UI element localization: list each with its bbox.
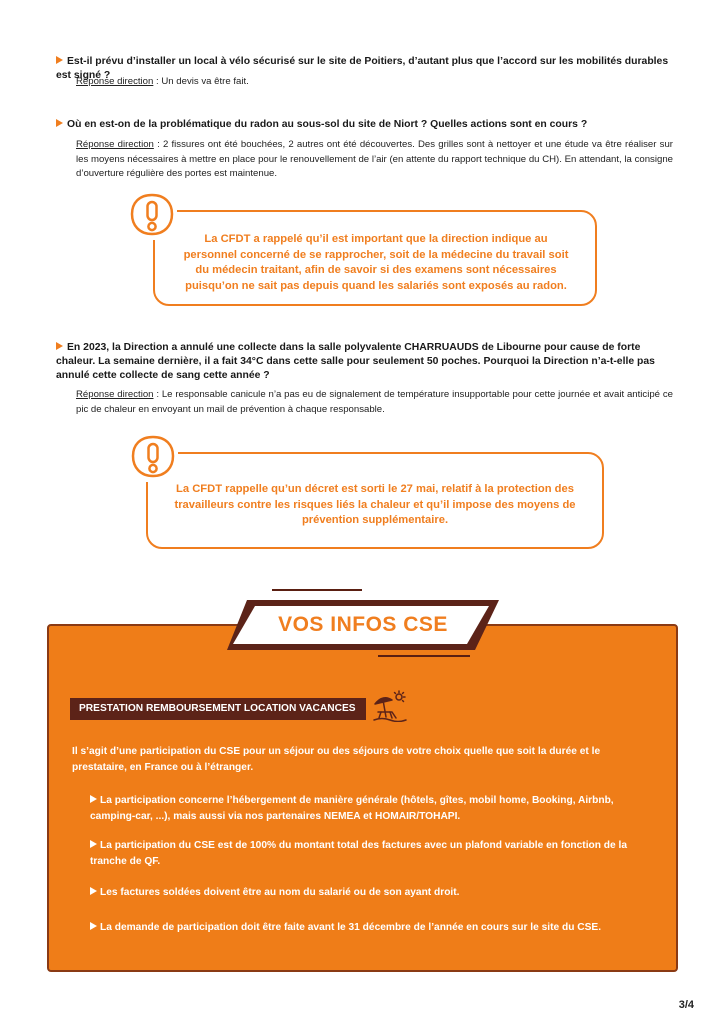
cse-bullet: Les factures soldées doivent être au nom du salarié ou de son ayant droit. — [90, 885, 645, 901]
banner-title: VOS INFOS CSE — [278, 613, 448, 636]
answer-label: Réponse direction — [76, 76, 154, 87]
question-3: En 2023, la Direction a annulé une collecte dans la salle polyvalente CHARRUAUDS de Libourne pour cause de forte chaleur. La semaine dernière, il a fait 34°C dans cette salle pour seulement 50 poches. Pourquoi la Direction n’a-t-elle pas annulé cette collecte de sang cette année ? — [56, 342, 655, 381]
answer-3: Réponse direction : Le responsable canicule n’a pas eu de signalement de température insupportable pour cette journée et avait anticipé ce pic de chaleur en envoyant un mail de prévention à chaque responsable. — [76, 389, 673, 415]
banner-divider — [378, 655, 470, 657]
cse-banner — [227, 598, 499, 652]
cse-bullet: La demande de participation doit être faite avant le 31 décembre de l’année en cours sur le site du CSE. — [90, 920, 645, 936]
banner-divider — [272, 589, 362, 591]
exclamation-warning-icon — [128, 432, 178, 482]
callout-text: La CFDT a rappelé qu’il est important que la direction indique au personnel concerné de se rapprocher, soit de la médecine du travail soit du médecin traitant, afin de savoir si des examens sont nécessaires puisqu’on ne sait pas depuis quand les salariés sont exposés au radon. — [183, 233, 569, 292]
cfdt-callout-radon — [153, 210, 597, 306]
callout-text: La CFDT rappelle qu’un décret est sorti le 27 mai, relatif à la protection des travailleurs contre les risques liés la chaleur et qu’il impose des moyens de prévention supplémentaire. — [174, 483, 576, 526]
bullet-arrow-icon — [90, 887, 97, 895]
exclamation-warning-icon — [127, 190, 177, 240]
bullet-arrow-icon — [90, 922, 97, 930]
question-1: Est-il prévu d’installer un local à vélo sécurisé sur le site de Poitiers, d’autant plus que l’accord sur les mobilités durables est signé ? — [56, 56, 669, 81]
beach-umbrella-icon — [372, 690, 408, 722]
section-label: PRESTATION REMBOURSEMENT LOCATION VACANCES — [70, 698, 366, 720]
answer-label: Réponse direction — [76, 139, 154, 150]
cfdt-callout-chaleur — [146, 452, 604, 549]
bullet-arrow-icon — [56, 119, 63, 127]
bullet-arrow-icon — [56, 342, 63, 350]
question-2: Où en est-on de la problématique du radon au sous-sol du site de Niort ? Quelles actions sont en cours ? — [56, 118, 675, 132]
bullet-arrow-icon — [56, 56, 63, 64]
bullet-arrow-icon — [90, 795, 97, 803]
cse-intro: Il s’agit d’une participation du CSE pour un séjour ou des séjours de votre choix quelle que soit la durée et le prestataire, en France ou à l’étranger. — [72, 746, 601, 773]
cse-bullet: La participation du CSE est de 100% du montant total des factures avec un plafond variable en fonction de la tranche de QF. — [90, 840, 628, 867]
bullet-arrow-icon — [90, 840, 97, 848]
cse-bullet: La participation concerne l’hébergement de manière générale (hôtels, gîtes, mobil home, Booking, Airbnb, camping-car, ...), mais aussi via nos partenaires NEMEA et HOMAIR/TOHAPI. — [90, 795, 614, 822]
answer-label: Réponse direction — [76, 389, 154, 400]
answer-1: Réponse direction : Un devis va être fait. — [76, 76, 249, 87]
answer-2: Réponse direction : 2 fissures ont été bouchées, 2 autres ont été découvertes. Des grilles sont à nettoyer et une étude va être réaliser sur les moyens nécessaires à mettre en place pour le renouvellement de l’air (en attente du rapport technique du CH). En attendant, la consigne d’ouverture régulière des portes est maintenue. — [76, 139, 673, 179]
page-number: 3/4 — [678, 999, 694, 1011]
